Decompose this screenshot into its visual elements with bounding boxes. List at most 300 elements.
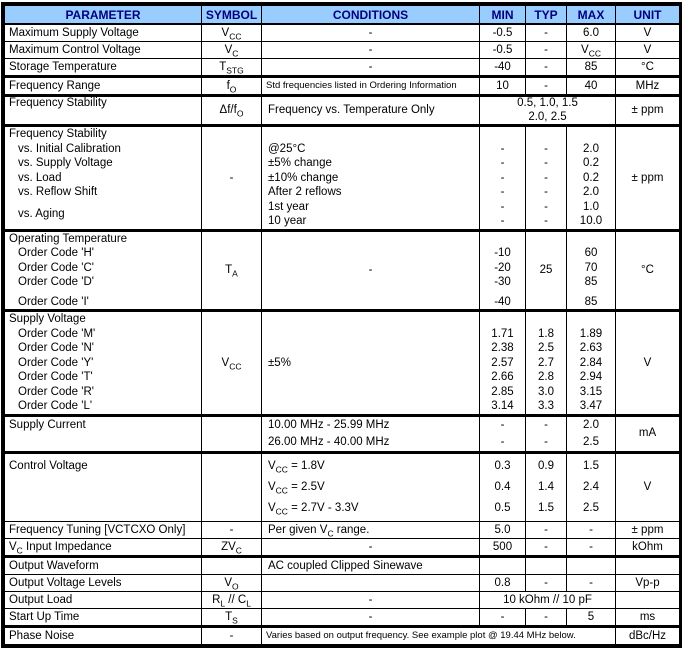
cell-line: Order Code 'L': [18, 400, 93, 412]
cell-line: 2.66: [491, 371, 514, 383]
subscript: S: [232, 614, 238, 625]
row-supply-voltage-symbol-cell: [202, 311, 262, 416]
cell-line: Frequency vs. Temperature Only: [268, 103, 435, 116]
row-output-waveform-symbol-cell: [202, 556, 262, 574]
row-supply-voltage-unit-cell: [616, 311, 680, 416]
cell-line: [616, 592, 679, 608]
cell-line: -30: [494, 276, 511, 288]
cell-line: 0.5: [494, 501, 511, 514]
cell-line: 2.4: [583, 480, 599, 493]
cell-line: 500: [492, 540, 513, 553]
cell-line: 1.89: [579, 327, 603, 340]
cell-line: -: [368, 610, 373, 623]
row-maximum-supply-voltage-typ-cell: [526, 24, 567, 42]
row-operating-temperature-typ-cell: [526, 230, 567, 311]
parameters-table: [4, 5, 680, 645]
spec-table-frame: [1, 2, 682, 648]
cell-line: 3.3: [538, 400, 554, 412]
row-phase-noise-param-cell: [5, 626, 202, 644]
row-output-voltage-levels-symbol-cell: [202, 574, 262, 591]
cell-line: 1.4: [538, 480, 554, 493]
subscript: CC: [275, 484, 288, 495]
cell-line: $T_S$: [225, 610, 238, 625]
row-start-up-time-unit-cell: [616, 608, 680, 626]
cell-line: 70: [584, 261, 598, 274]
row-maximum-control-voltage-cond-cell: [262, 42, 480, 59]
row-supply-current-unit-cell: [616, 415, 680, 452]
row-start-up-time-typ-cell: [526, 608, 567, 626]
subscript: O: [232, 580, 239, 591]
row-phase-noise-cond-cell: [262, 626, 616, 644]
row-maximum-control-voltage-min-cell: [480, 42, 526, 59]
row-operating-temperature: [5, 230, 680, 311]
cell-line: 3.15: [579, 385, 603, 398]
cell-line: [480, 558, 525, 574]
cell-line: 2.5: [583, 501, 599, 514]
cell-line: Maximum Control Voltage: [9, 44, 141, 56]
cell-line: $V_O$: [224, 576, 239, 591]
cell-line: 2.5: [583, 435, 599, 448]
cell-line: -: [500, 200, 505, 213]
row-frequency-tuning-typ-cell: [526, 521, 567, 538]
cell-line: -: [368, 540, 373, 553]
cell-line: 0.2: [583, 157, 599, 169]
cell-line: -20: [494, 261, 511, 274]
cell-line: °C: [641, 61, 654, 73]
row-frequency-stability-temp-min-cell: [480, 96, 616, 126]
cell-line: [202, 477, 261, 498]
cell-line: MHz: [635, 80, 660, 92]
cell-line: 2.63: [579, 342, 603, 354]
cell-line: [202, 558, 261, 574]
row-output-load-unit-cell: [616, 591, 680, 608]
subscript: CC: [229, 360, 242, 371]
cell-line: 2.57: [491, 356, 514, 369]
cell-line: -: [544, 418, 548, 431]
cell-line: 6.0: [583, 27, 599, 39]
row-phase-noise-unit-cell: [616, 626, 680, 644]
row-output-waveform-param-cell: [5, 556, 202, 574]
row-output-load-symbol-cell: [202, 591, 262, 608]
row-output-voltage-levels: [5, 574, 680, 591]
cell-line: $T_A$: [225, 264, 238, 279]
row-control-voltage-symbol-cell: [202, 452, 262, 521]
cell-line: $ZV_C$: [221, 540, 242, 555]
cell-line: -: [368, 44, 373, 56]
cell-line: Frequency Tuning [VCTCXO Only]: [9, 523, 186, 536]
row-control-voltage-unit-cell: [616, 452, 680, 521]
header-max: MAX: [567, 6, 616, 25]
cell-line: 85: [584, 276, 598, 288]
row-frequency-stability-detail-param-cell: [5, 126, 202, 231]
cell-line: Order Code 'D': [18, 276, 94, 288]
cell-line: V: [643, 356, 652, 369]
row-operating-temperature-param-cell: [5, 230, 202, 311]
cell-line: Supply Voltage: [9, 313, 86, 325]
cell-line: vs. Aging: [18, 207, 65, 220]
header-typ: TYP: [526, 6, 567, 25]
row-output-voltage-levels-param-cell: [5, 574, 202, 591]
row-operating-temperature-max-cell: [567, 230, 616, 311]
cell-line: 10 year: [268, 215, 307, 227]
row-frequency-tuning-min-cell: [480, 521, 526, 538]
cell-line: -: [368, 61, 373, 73]
cell-line: [526, 558, 566, 574]
cell-line: -: [500, 142, 505, 155]
cell-line: -: [544, 44, 548, 56]
cell-line: Varies based on output frequency. See example plot @ 19.44 MHz below.: [266, 629, 576, 641]
row-output-waveform-max-cell: [567, 556, 616, 574]
cell-line: [262, 575, 479, 591]
cell-line: -: [544, 142, 548, 155]
cell-line: 0.9: [538, 459, 554, 472]
cell-line: Order Code 'Y': [18, 356, 94, 369]
row-output-voltage-levels-min-cell: [480, 574, 526, 591]
cell-line: 26.00 MHz - 40.00 MHz: [268, 435, 390, 448]
cell-line: 85: [584, 295, 598, 308]
row-operating-temperature-symbol-cell: [202, 230, 262, 311]
cell-line: AC coupled Clipped Sinewave: [268, 559, 423, 572]
cell-line: 3.0: [538, 385, 554, 398]
row-supply-current-symbol-cell: [202, 415, 262, 452]
cell-line: Per given $V_C$ range.: [268, 523, 370, 538]
cell-line: $V_C$: [224, 44, 239, 59]
subscript: CC: [229, 31, 242, 42]
row-frequency-stability-detail-typ-cell: [526, 126, 567, 231]
cell-line: -40: [494, 61, 511, 73]
row-output-voltage-levels-typ-cell: [526, 574, 567, 591]
cell-line: -: [500, 186, 505, 198]
subscript: L: [220, 597, 226, 608]
row-operating-temperature-min-cell: [480, 230, 526, 311]
row-maximum-control-voltage-unit-cell: [616, 42, 680, 59]
header-row: [5, 6, 680, 25]
cell-line: Maximum Supply Voltage: [9, 27, 139, 39]
cell-line: -: [544, 215, 548, 227]
row-frequency-tuning: [5, 521, 680, 538]
row-supply-voltage-cond-cell: [262, 311, 480, 416]
cell-line: V: [643, 27, 652, 39]
cell-line: Frequency Range: [9, 80, 101, 92]
row-maximum-supply-voltage-unit-cell: [616, 24, 680, 42]
row-storage-temperature: [5, 59, 680, 77]
cell-line: 3.14: [491, 400, 514, 412]
row-output-waveform-min-cell: [480, 556, 526, 574]
row-frequency-stability-temp: [5, 96, 680, 126]
cell-line: vs. Supply Voltage: [18, 157, 113, 169]
subscript: CC: [588, 48, 601, 59]
row-supply-current-max-cell: [567, 415, 616, 452]
cell-line: 1st year: [268, 200, 309, 213]
cell-line: 2.8: [538, 371, 554, 383]
row-output-load-param-cell: [5, 591, 202, 608]
row-frequency-stability-detail-min-cell: [480, 126, 526, 231]
cell-line: ± ppm: [631, 171, 664, 184]
row-start-up-time: [5, 608, 680, 626]
cell-line: vs. Initial Calibration: [18, 142, 121, 155]
row-frequency-range-typ-cell: [526, 77, 567, 96]
cell-line: 2.85: [491, 385, 514, 398]
cell-line: vs. Reflow Shift: [18, 186, 98, 198]
row-output-load-cond-cell: [262, 591, 480, 608]
cell-line: 25: [539, 264, 553, 276]
cell-line: 1.5: [583, 459, 599, 472]
cell-line: 2.0, 2.5: [528, 110, 567, 123]
subscript: C: [232, 48, 239, 59]
row-output-voltage-levels-unit-cell: [616, 574, 680, 591]
row-supply-current-param-cell: [5, 415, 202, 452]
cell-line: Order Code 'C': [18, 261, 94, 274]
row-vc-input-impedance-unit-cell: [616, 538, 680, 556]
row-start-up-time-min-cell: [480, 608, 526, 626]
cell-line: 2.5: [538, 342, 554, 354]
row-frequency-tuning-max-cell: [567, 521, 616, 538]
cell-line: -: [229, 629, 234, 642]
row-supply-voltage-min-cell: [480, 311, 526, 416]
row-output-voltage-levels-cond-cell: [262, 574, 480, 591]
cell-line: -: [544, 610, 548, 623]
cell-line: 1.5: [538, 501, 554, 514]
cell-line: $V_{CC}$: [581, 44, 601, 59]
row-frequency-range-unit-cell: [616, 77, 680, 96]
subscript: C: [327, 527, 334, 538]
row-maximum-supply-voltage-symbol-cell: [202, 24, 262, 42]
row-supply-voltage-typ-cell: [526, 311, 567, 416]
row-supply-voltage-param-cell: [5, 311, 202, 416]
cell-line: 2.0: [583, 142, 599, 155]
cell-line: -: [544, 540, 548, 553]
cell-line: °C: [641, 264, 654, 276]
row-frequency-range: [5, 77, 680, 96]
row-storage-temperature-cond-cell: [262, 59, 480, 77]
cell-line: $T_{STG}$: [219, 61, 244, 76]
row-supply-voltage: [5, 311, 680, 416]
row-maximum-control-voltage: [5, 42, 680, 59]
header-conditions: CONDITIONS: [262, 6, 480, 25]
cell-line: Order Code 'N': [18, 342, 94, 354]
row-frequency-stability-temp-param-cell: [5, 96, 202, 126]
cell-line: 2.0: [583, 186, 599, 198]
cell-line: 10: [496, 80, 509, 92]
header-symbol: SYMBOL: [202, 6, 262, 25]
cell-line: 10 kOhm // 10 pF: [503, 593, 592, 606]
cell-line: 2.7: [538, 356, 554, 369]
cell-line: 5: [587, 610, 595, 623]
row-vc-input-impedance-min-cell: [480, 538, 526, 556]
cell-line: -: [500, 418, 505, 431]
cell-line: Control Voltage: [9, 459, 88, 472]
cell-line: After 2 reflows: [268, 186, 342, 198]
row-supply-current: [5, 415, 680, 452]
row-supply-current-typ-cell: [526, 415, 567, 452]
cell-line: ±5%: [268, 356, 291, 369]
cell-line: Phase Noise: [9, 629, 75, 642]
cell-line: Storage Temperature: [9, 61, 117, 73]
row-frequency-stability-detail-unit-cell: [616, 126, 680, 231]
row-frequency-range-param-cell: [5, 77, 202, 96]
cell-line: -10: [494, 247, 511, 259]
cell-line: ± ppm: [631, 523, 664, 536]
row-vc-input-impedance-max-cell: [567, 538, 616, 556]
cell-line: 85: [584, 61, 598, 73]
row-output-waveform-unit-cell: [616, 556, 680, 574]
cell-line: Vp-p: [635, 576, 660, 589]
cell-line: 2.94: [579, 371, 603, 383]
subscript: C: [235, 544, 242, 555]
cell-line: Frequency Stability: [9, 128, 107, 140]
cell-line: 5.0: [494, 523, 511, 536]
row-frequency-range-max-cell: [567, 77, 616, 96]
subscript: CC: [275, 505, 288, 516]
cell-line: -: [500, 157, 505, 169]
cell-line: 3.47: [579, 400, 603, 412]
row-frequency-range-symbol-cell: [202, 77, 262, 96]
cell-line: Output Load: [9, 593, 73, 606]
cell-line: 2.84: [579, 356, 603, 369]
subscript: STG: [226, 65, 244, 76]
row-maximum-control-voltage-max-cell: [567, 42, 616, 59]
cell-line: $V_{CC} = 1.8V$: [268, 459, 325, 474]
cell-line: 0.3: [494, 459, 511, 472]
cell-line: V: [643, 480, 652, 493]
cell-line: -: [544, 186, 548, 198]
row-frequency-tuning-symbol-cell: [202, 521, 262, 538]
row-maximum-control-voltage-param-cell: [5, 42, 202, 59]
cell-line: -: [500, 610, 505, 623]
cell-line: 2.0: [583, 418, 599, 431]
cell-line: -: [589, 540, 593, 553]
cell-line: $\Delta f/f_O$: [219, 103, 244, 119]
cell-line: $V_{CC} = 2.5V$: [268, 480, 325, 495]
row-control-voltage-typ-cell: [526, 452, 567, 521]
subscript: C: [16, 544, 23, 555]
cell-line: -: [589, 523, 593, 536]
cell-line: -: [368, 593, 373, 606]
row-start-up-time-symbol-cell: [202, 608, 262, 626]
row-frequency-range-min-cell: [480, 77, 526, 96]
row-phase-noise: [5, 626, 680, 644]
cell-line: -: [368, 27, 373, 39]
cell-line: 1.71: [491, 327, 514, 340]
row-operating-temperature-cond-cell: [262, 230, 480, 311]
cell-line: -: [544, 80, 548, 92]
row-frequency-stability-temp-cond-cell: [262, 96, 480, 126]
cell-line: Order Code 'T': [18, 371, 93, 383]
row-control-voltage-cond-cell: [262, 452, 480, 521]
row-frequency-stability-detail-max-cell: [567, 126, 616, 231]
cell-line: $R_L // C_L$: [212, 593, 251, 608]
subscript: A: [232, 268, 238, 279]
cell-line: 2.38: [491, 342, 514, 354]
row-control-voltage: [5, 452, 680, 521]
row-start-up-time-cond-cell: [262, 608, 480, 626]
cell-line: -: [229, 171, 234, 184]
cell-line: [616, 558, 679, 574]
subscript: O: [236, 108, 244, 119]
cell-line: [567, 558, 615, 574]
row-frequency-stability-detail-symbol-cell: [202, 126, 262, 231]
row-supply-current-min-cell: [480, 415, 526, 452]
row-storage-temperature-param-cell: [5, 59, 202, 77]
cell-line: $V_{CC} = 2.7V - 3.3V$: [268, 501, 359, 516]
cell-line: ms: [639, 610, 656, 623]
row-maximum-control-voltage-symbol-cell: [202, 42, 262, 59]
cell-line: -: [544, 576, 548, 589]
header-min: MIN: [480, 6, 526, 25]
row-storage-temperature-typ-cell: [526, 59, 567, 77]
cell-line: 1.0: [583, 200, 599, 213]
cell-line: ±10% change: [268, 171, 339, 184]
cell-line: 10.0: [579, 215, 603, 227]
cell-line: kOhm: [632, 540, 663, 553]
cell-line: 0.2: [583, 171, 599, 184]
cell-line: Start Up Time: [9, 610, 80, 623]
cell-line: -: [544, 27, 548, 39]
cell-line: 0.5, 1.0, 1.5: [517, 97, 578, 109]
row-vc-input-impedance-param-cell: [5, 538, 202, 556]
row-storage-temperature-min-cell: [480, 59, 526, 77]
cell-line: -0.5: [492, 27, 513, 39]
row-maximum-control-voltage-typ-cell: [526, 42, 567, 59]
row-control-voltage-param-cell: [5, 452, 202, 521]
cell-line: Order Code 'R': [18, 385, 94, 398]
cell-line: Output Waveform: [9, 559, 99, 572]
cell-line: Operating Temperature: [9, 232, 128, 245]
cell-line: -: [544, 523, 548, 536]
row-frequency-range-cond-cell: [262, 77, 480, 96]
row-vc-input-impedance-cond-cell: [262, 538, 480, 556]
row-vc-input-impedance-symbol-cell: [202, 538, 262, 556]
row-phase-noise-symbol-cell: [202, 626, 262, 644]
cell-line: 1.8: [538, 327, 554, 340]
header-unit: UNIT: [616, 6, 680, 25]
row-frequency-stability-detail-cond-cell: [262, 126, 480, 231]
cell-line: -: [544, 61, 548, 73]
cell-line: -: [500, 171, 505, 184]
header-parameter: PARAMETER: [5, 6, 202, 25]
row-frequency-stability-temp-unit-cell: [616, 96, 680, 126]
cell-line: -: [368, 264, 373, 276]
cell-line: ±5% change: [268, 157, 332, 169]
cell-line: -: [544, 200, 548, 213]
cell-line: -: [544, 435, 548, 448]
row-output-waveform: [5, 556, 680, 574]
row-frequency-tuning-unit-cell: [616, 521, 680, 538]
table-header: [5, 6, 680, 25]
cell-line: ± ppm: [631, 103, 664, 116]
row-operating-temperature-unit-cell: [616, 230, 680, 311]
row-start-up-time-max-cell: [567, 608, 616, 626]
row-vc-input-impedance: [5, 538, 680, 556]
cell-line: 60: [584, 247, 598, 259]
cell-line: -40: [494, 295, 511, 308]
cell-line: V: [643, 44, 652, 56]
cell-line: 0.8: [494, 576, 511, 589]
cell-line: $V_{CC}$: [221, 356, 242, 371]
subscript: L: [246, 597, 251, 608]
cell-line: -0.5: [492, 44, 513, 56]
cell-line: $f_O$: [226, 80, 237, 95]
cell-line: -: [544, 171, 548, 184]
row-storage-temperature-unit-cell: [616, 59, 680, 77]
row-storage-temperature-symbol-cell: [202, 59, 262, 77]
cell-line: [202, 425, 261, 442]
row-maximum-supply-voltage: [5, 24, 680, 42]
cell-line: Output Voltage Levels: [9, 576, 122, 589]
row-start-up-time-param-cell: [5, 608, 202, 626]
row-supply-voltage-max-cell: [567, 311, 616, 416]
cell-line: Frequency Stability: [9, 97, 107, 109]
